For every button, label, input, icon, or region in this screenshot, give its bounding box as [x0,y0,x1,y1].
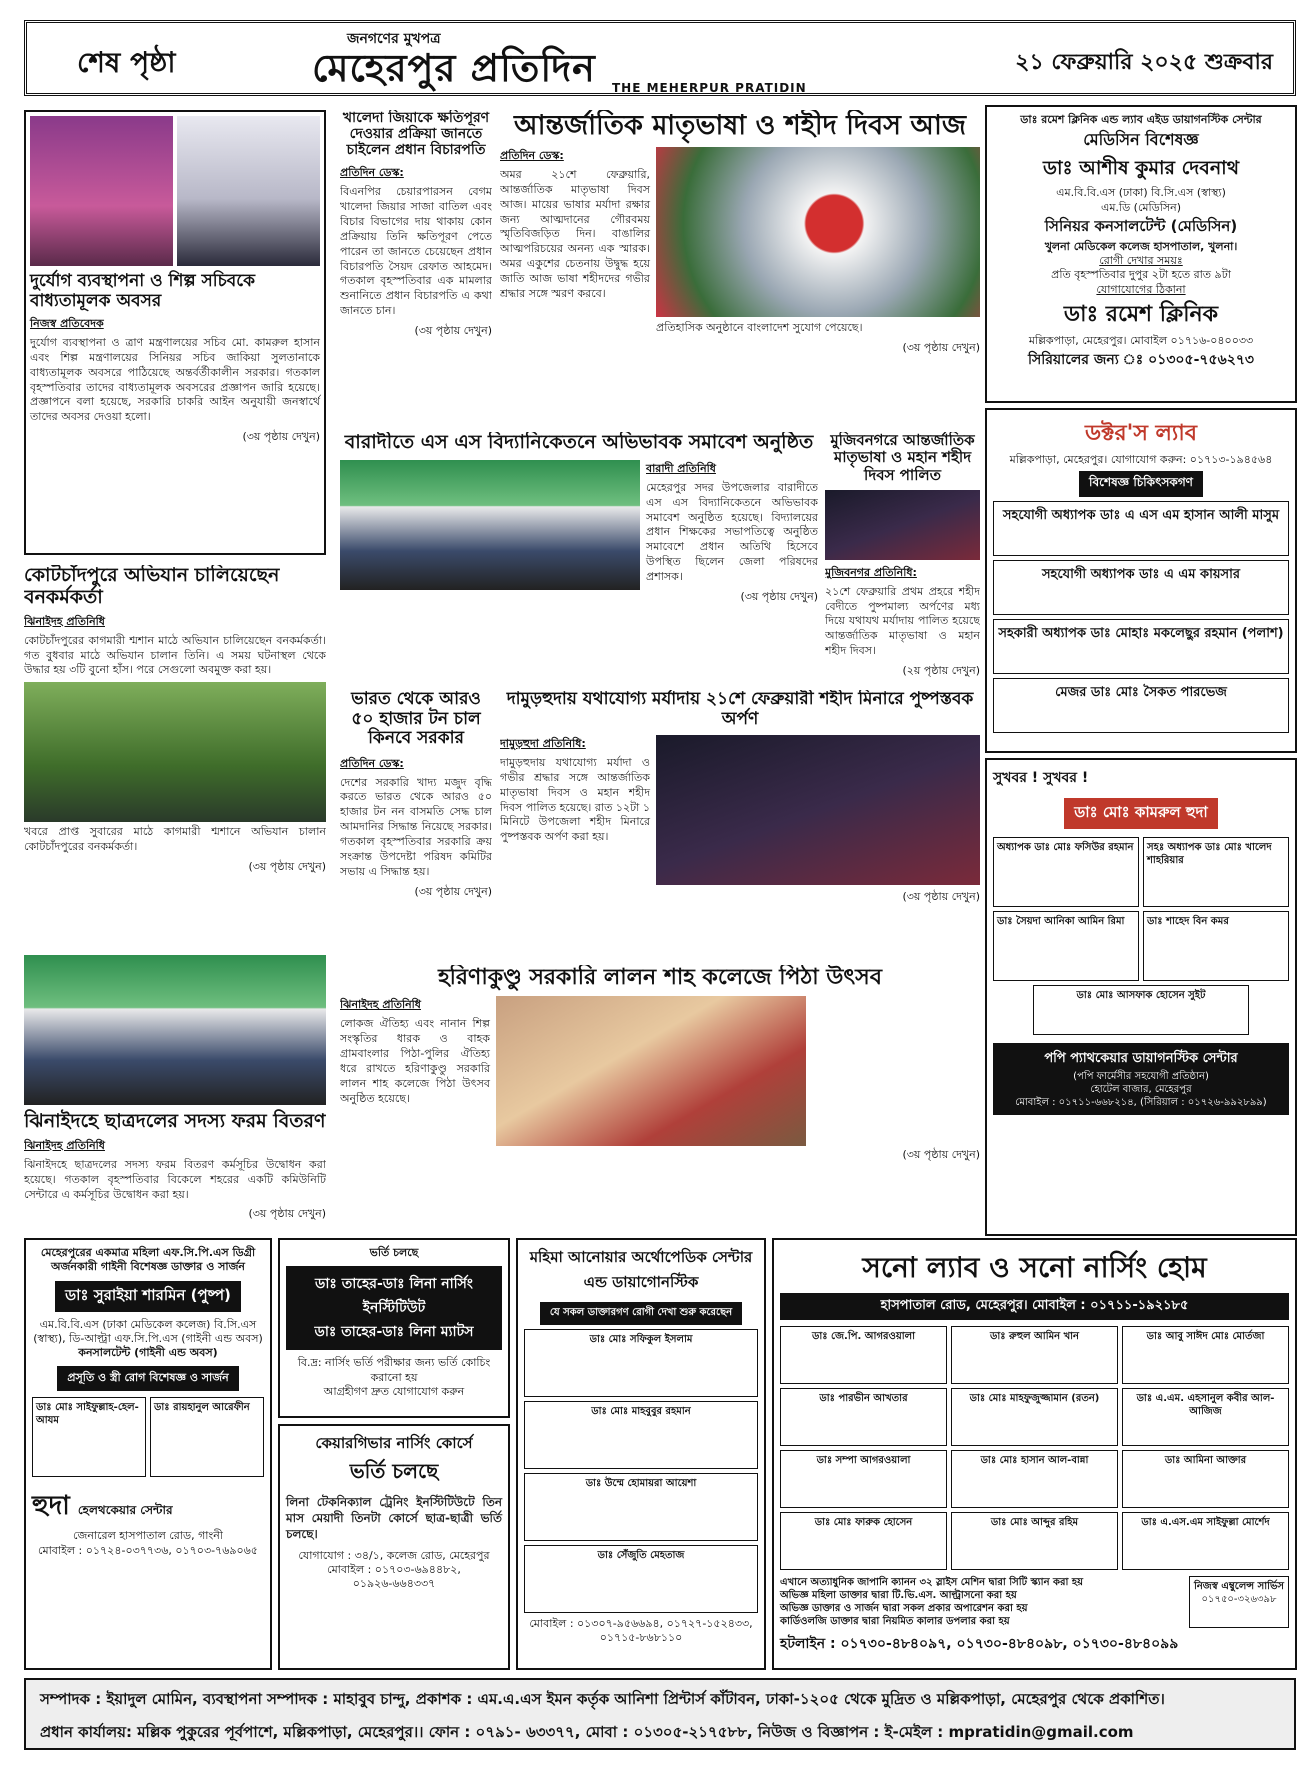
ad-ramesh-clinic [985,105,1297,403]
ad-doctor: ডাঃ মোঃ মাহবুবুর রহমান [591,1406,691,1417]
ad-doctor-card [524,1545,758,1613]
ad-doctor-card [1033,985,1249,1035]
story-damurhuda [500,690,980,955]
continued-link[interactable]: (৩য় পৃষ্ঠায় দেখুন) [902,1148,980,1162]
ad-doctor: ডাঃ মোঃ হাসান আল-বান্না [980,1455,1089,1466]
ad-doctor-card [951,1512,1118,1570]
ad-doctor: ডাঃ এ.এস.এম সাইফুল্লা মোর্শেদ [1141,1517,1270,1528]
ad-doctor: ডাঃ জে.পি. আগরওয়ালা [811,1331,916,1342]
continued-link[interactable]: (৩য় পৃষ্ঠায় দেখুন) [248,1207,326,1221]
ad-doctor-card [993,501,1289,556]
story-rice-import [340,690,492,955]
ad-doctor-card [780,1326,947,1384]
portrait-photo [177,116,320,266]
ad-top: ভর্তি চলছে [369,1246,419,1259]
ad-doctor: মেজর ডাঃ মোঃ সৈকত পারভেজ [1055,685,1227,701]
ad-doctor: ডাঃ মোঃ আব্দুর রহিম [990,1517,1079,1528]
ad-doctor: ডাঃ শাহেদ বিন কমর [1147,916,1229,927]
continued-link[interactable]: (২য় পৃষ্ঠায় দেখুন) [902,663,980,677]
ad-doctor-card [524,1473,758,1541]
ad-doctor-card [1122,1326,1289,1384]
headline: ভারত থেকে আরও ৫০ হাজার টন চাল কিনবে সরকার [351,690,481,749]
ad-ambulance-label: নিজস্ব এম্বুলেন্স সার্ভিস [1193,1581,1285,1592]
imprint-line: সম্পাদক : ইয়াদুল মোমিন, ব্যবস্থাপনা সম্পাদক : মাহাবুব চান্দু, প্রকাশক : এম.এ.এস ইমন কর্তৃক আনিশা প্রিন্টার্স কাঁটাবন, ঢাকা-১২০৫ থেকে মুদ্রিত ও মল্লিকপাড়া, মেহেরপুর থেকে প্রকাশিত। [40,1690,1165,1708]
newspaper-title-en: THE MEHERPUR PRATIDIN [612,81,807,95]
ad-doctor: ডাঃ সেঁজুতি মেহতাজ [597,1550,685,1561]
imprint-footer [24,1678,1296,1750]
ad-hotline: হটলাইন : ০১৭৩০-৪৮৪০৯৭, ০১৭৩০-৪৮৪০৯৮, ০১৭৩০-৪৮৪০৯৯ [780,1636,1179,1652]
headline: দামুড়হুদায় যথাযোগ্য মর্যাদায় ২১শে ফেব্রুয়ারী শহীদ মিনারে পুষ্পস্তবক অর্পণ [506,690,974,729]
ad-doctor-card [951,1450,1118,1508]
ad-address: হোটেল বাজার, মেহেরপুর [1090,1084,1192,1095]
ad-top: মেহেরপুরের একমাত্র মহিলা এফ.সি.পি.এস ডিগ্রী অর্জনকারী গাইনী বিশেষজ্ঞ ডাক্তার ও সার্জন [40,1246,256,1274]
article-body: ২১শে ফেব্রুয়ারি প্রথম প্রহরে শহীদ বেদীতে পুষ্পমাল্য অর্পণের মধ্য দিয়ে যথাযথ মর্যাদায় পালিত হয়েছে আন্তর্জাতিক মাতৃভাষা ও মহান শহীদ দিবস। [825,584,980,658]
ad-title-block [286,1266,502,1350]
ad-degree: এম.ডি (মেডিসিন) [1100,200,1182,214]
ad-doctor-card [1122,1512,1289,1570]
headline: বারাদীতে এস এস বিদ্যানিকেতনে অভিভাবক সমাবেশ অনুষ্ঠিত [344,432,814,453]
meeting-photo [24,955,326,1105]
ad-degree: এম.বি.বি.এস (ঢাকা মেডিকেল কলেজ) বি.সি.এস (স্বাস্থ্য), ডি-আল্ট্রা এফ.সি.পি.এস (গাইনী এন্ড অবস) [33,1317,263,1345]
ad-role: কনসালটেন্ট (গাইনী এন্ড অবস) [78,1346,218,1360]
ad-dept: মেডিসিন বিশেষজ্ঞ [1083,130,1199,150]
imprint-line: প্রধান কার্যালয়: মল্লিক পুকুরের পূর্বপাশে, মল্লিকপাড়া, মেহেরপুর।। ফোন : ০৭৯১- ৬৩৩৭৭, মোবা : ০১৩০৫-২১৭৫৮৮, নিউজ ও বিজ্ঞাপন : ই-মেইল : mpratidin@gmail.com [40,1723,1134,1741]
ad-contact-label: যোগাযোগের ঠিকানা [1096,282,1186,296]
ad-doctor: সহকারী অধ্যাপক ডাঃ মোহাঃ মকলেছুর রহমান (পলাশ) [998,626,1284,642]
ad-doctor: ডাঃ আশীষ কুমার দেবনাথ [1042,157,1239,180]
ad-note: এখানে অত্যাধুনিক জাপানি ক্যানন ৩২ স্লাইস মেশিন দ্বারা সিটি স্ক্যান করা হয় [780,1577,1084,1588]
ad-title: ভর্তি চলছে [349,1459,439,1483]
ad-doctor-card [1143,837,1289,907]
shaheed-minar-photo [656,147,980,317]
photo-caption: প্রতিহাসিক অনুষ্ঠানে বাংলাদেশ সুযোগ পেয়েছে। [656,321,863,335]
story-chhatradal [24,955,326,1230]
headline: আন্তর্জাতিক মাতৃভাষা ও শহীদ দিবস আজ [513,110,967,141]
ad-body: লিনা টেকনিক্যাল ট্রেনিং ইনস্টিটিউটে তিন মাস মেয়াদী তিনটা কোর্সে ছাত্র-ছাত্রী ভর্তি চলছে। [286,1495,502,1542]
ad-doctor: ডাঃ পারভীন আখতার [819,1393,908,1404]
story-kotchandpur [24,565,326,945]
ad-doctor: ডাঃ রায়হানুল আরেফীন [154,1402,250,1414]
ad-hospital: খুলনা মেডিকেল কলেজ হাসপাতাল, খুলনা। [1044,239,1238,253]
byline: ঝিনাইদহ প্রতিনিধি [340,998,421,1012]
headline: খালেদা জিয়াকে ক্ষতিপূরণ দেওয়ার প্রক্রিয়া জানতে চাইলেন প্রধান বিচারপতি [342,110,490,159]
ad-doctor-card [993,678,1289,733]
ad-ambulance [1189,1576,1289,1628]
ad-doctor: ডাঃ মোঃ ফারুক হোসেন [814,1517,913,1528]
article-body: মেহেরপুর সদর উপজেলার বারাদীতে এস এস বিদ্যানিকেতনে অভিভাবক সমাবেশ অনুষ্ঠিত হয়েছে। বিদ্যালয়ের প্রধান শিক্ষকের সভাপতিত্বে অনুষ্ঠিত সমাবেশে প্রধান অতিথি হিসেবে উপস্থিত ছিলেন জেলা পরিষদের প্রশাসক। [646,480,818,583]
continued-link[interactable]: (৩য় পৃষ্ঠায় দেখুন) [414,323,492,337]
ad-spec: প্রসূতি ও স্ত্রী রোগ বিশেষজ্ঞ ও সার্জন [57,1366,238,1391]
story-mother-language-day [500,110,980,430]
ad-phone: মোবাইল : ০১৭০৩-৬৯৪৪৮২, ০১৯২৬-৬৬৪৩৩৭ [327,1562,461,1591]
story-mujibnagar [825,432,980,687]
ad-caregiver-course [278,1424,510,1670]
article-body: দেশের সরকারি খাদ্য মজুদ বৃদ্ধি করতে ভারত থেকে আরও ৫০ হাজার টন নন বাসমতি সেদ্ধ চাল আমদানির সিদ্ধান্ত নিয়েছে সরকার। গতকাল বৃহস্পতিবার সরকারি ক্রয় সংক্রান্ত উপদেষ্টা পরিষদ কমিটির সভায় এ সিদ্ধান্ত হয়। [340,775,492,878]
raid-photo [24,682,326,822]
ad-doctor-card [993,560,1289,615]
ad-brand: পপি প্যাথকেয়ার ডায়াগনস্টিক সেন্টার [1044,1051,1238,1066]
ad-doctor-card [780,1388,947,1446]
story-khaleda [340,110,492,430]
ad-sub: যে সকল ডাক্তারগণ রোগী দেখা শুরু করেছেন [540,1302,742,1325]
ad-doctor: ডাঃ আমিনা আক্তার [1164,1455,1247,1466]
ad-doctor: অধ্যাপক ডাঃ মোঃ ফসিউর রহমান [997,842,1134,853]
ad-sono-lab [772,1238,1297,1670]
ad-doctor: ডাঃ আবু সাঈদ মোঃ মোর্তজা [1146,1331,1265,1342]
ad-doctor: সহযোগী অধ্যাপক ডাঃ এ এস এম হাসান আলী মাসুম [1002,508,1280,524]
ad-address: জেনারেল হাসপাতাল রোড, গাংনী [73,1529,223,1543]
ad-degree: এম.বি.বি.এস (ঢাকা) বি.সি.এস (স্বাস্থ্য) [1056,186,1226,200]
continued-link[interactable]: (৩য় পৃষ্ঠায় দেখুন) [902,340,980,354]
byline: প্রতিদিন ডেস্ক: [340,756,404,770]
ad-doctor-card [993,619,1289,674]
ad-head: কেয়ারগিভার নার্সিং কোর্সে [315,1434,473,1452]
ad-doctor: ডাঃ সৈয়দা আনিকা আমিন রিমা [997,916,1125,927]
ad-doctor: সহযোগী অধ্যাপক ডাঃ এ এম কায়সার [1041,567,1241,583]
ad-dept: বিশেষজ্ঞ চিকিৎসকগণ [1079,471,1203,497]
ad-doctor: ডাঃ সুরাইয়া শারমিন (পুষ্প) [55,1281,241,1312]
ad-doctor-card [951,1326,1118,1384]
page-label: শেষ পৃষ্ঠা [77,46,176,79]
ad-doctor: ডাঃ মোঃ সাইফুল্লাহ-হেল-আযম [36,1402,139,1427]
ad-doctor: সহঃ অধ্যাপক ডাঃ মোঃ খালেদ শাহরিয়ার [1147,842,1272,866]
ad-doctors-lab [985,408,1297,753]
headline: হরিণাকুণ্ডু সরকারি লালন শাহ কলেজে পিঠা উৎসব [438,965,882,990]
ad-phone: মোবাইল : ০১৩০৭-৯৫৬৬৯৪, ০১৭২৭-১৫২৪৩৩, ০১৭১৫-৮৬৮১১০ [529,1617,753,1645]
masthead [24,20,1296,96]
ad-address: মল্লিকপাড়া, মেহেরপুর। মোবাইল ০১৭১৬-০৪০০৩৩ [1028,334,1254,348]
byline: বারাদী প্রতিনিধি [646,461,716,475]
wreath-photo [825,490,980,560]
byline: প্রতিদিন ডেস্ক: [500,149,564,163]
ad-doctor-card [1122,1388,1289,1446]
ad-brand-sub: হেলথকেয়ার সেন্টার [77,1503,173,1518]
ad-title: ডাঃ তাহের-ডাঃ লিনা ম্যাটস [314,1324,474,1341]
ad-dr-suraiya [24,1238,272,1670]
byline: ঝিনাইদহ প্রতিনিধি [24,1138,105,1152]
ad-serial: সিরিয়ালের জন্য ঃ ০১৩০৫-৭৫৬২৭৩ [1027,352,1255,369]
ad-time: প্রতি বৃহস্পতিবার দুপুর ২টা হতে রাত ৯টা [1051,268,1231,282]
ad-nursing-institute [278,1238,510,1418]
ad-doctor-card [150,1397,264,1477]
ad-doctor-card [780,1512,947,1570]
headline: ঝিনাইদহে ছাত্রদলের সদস্য ফরম বিতরণ [24,1110,326,1132]
ad-phone: ০১৭৫০-৩২৬৩৯৮ [1201,1594,1277,1605]
ad-brand: হুদা [32,1491,70,1522]
ad-phone: মোবাইল : ০১৭১১-৬৬৮২১৪, (সিরিয়াল : ০১৭২৬-৯৯২৮৯৯) [1015,1097,1267,1108]
continued-link[interactable]: (৩য় পৃষ্ঠায় দেখুন) [902,890,980,904]
ad-head: সুখবর ! সুখবর ! [993,770,1089,786]
meeting-photo [340,460,640,590]
ad-note: বি.দ্র: নার্সিং ভর্তি পরীক্ষার জন্য ভর্তি কোচিং করানো হয় [297,1356,491,1384]
ad-doctor-card [524,1401,758,1469]
portrait-photo [30,116,173,266]
ad-doctor: ডাঃ মোঃ মাহফুজুজ্জামান (রতন) [969,1393,1100,1404]
ad-doctor-card [1122,1450,1289,1508]
ad-doctor: ডাঃ এ.এম. এহসানুল কবীর আল-আজিজ [1136,1393,1275,1417]
byline: ঝিনাইদহ প্রতিনিধি [24,614,105,628]
byline: মুজিবনগর প্রতিনিধি: [825,565,917,579]
ad-doctor: ডাঃ রুহুল আমিন খান [989,1331,1080,1342]
continued-link[interactable]: (৩য় পৃষ্ঠায় দেখুন) [248,859,326,873]
ad-doctor: ডাঃ উম্মে হোমায়রা আয়েশা [585,1478,697,1489]
story-pitha-festival [340,965,980,1230]
pitha-photo [496,996,806,1146]
ad-phone: মোবাইল : ০১৭২৪-০৩৭৭৩৬, ০১৭০৩-৭৬৯০৬৫ [38,1543,258,1557]
article-body: দামুড়হুদায় যথাযোগ্য মর্যাদা ও গভীর শ্রদ্ধার সঙ্গে আন্তর্জাতিক মাতৃভাষা দিবস ও মহান শহীদ দিবস পালিত হয়েছে। রাত ১২টা ১ মিনিটে উপজেলা শহীদ মিনারে পুষ্পস্তবক অর্পণ করা হয়। [500,756,650,844]
headline: মুজিবনগরে আন্তর্জাতিক মাতৃভাষা ও মহান শহীদ দিবস পালিত [830,432,975,484]
ad-title: ডাঃ তাহের-ডাঃ লিনা নার্সিং ইনস্টিটিউট [315,1276,473,1317]
ad-time-label: রোগী দেখার সময়ঃ [1099,254,1183,268]
newspaper-title: মেহেরপুর প্রতিদিন [312,45,596,90]
article-body: কোটচাঁদপুরের কাগমারী শ্মশান মাঠে অভিযান চালিয়েছেন বনকর্মকর্তা। গত বুধবার মাঠে অভিযান চালান তিনি। এ সময় ঘটনাস্থল থেকে উদ্ধার হয় ৩টি বুনো হাঁস। পরে সেগুলো অবমুক্ত করা হয়। [24,633,326,677]
byline: নিজস্ব প্রতিবেদক [30,317,104,331]
story-disaster-secretary [24,110,326,555]
article-body: দুর্যোগ ব্যবস্থাপনা ও ত্রাণ মন্ত্রণালয়ের সচিব মো. কামরুল হাসান এবং শিল্প মন্ত্রণালয়ের সিনিয়র সচিব জাকিয়া সুলতানাকে বাধ্যতামূলক অবসরে পাঠিয়েছে অন্তর্বর্তীকালীন সরকার। গতকাল বৃহস্পতিবার তাদের বাধ্যতামূলক অবসরের প্রজ্ঞাপন জারি হয়েছে। প্রজ্ঞাপনে বলা হয়েছে, সরকারি চাকরি আইন অনুযায়ী জনস্বার্থে তাদের অবসর দেওয়া হলো। [30,336,320,424]
ad-doctor: ডাঃ মোঃ সফিকুল ইসলাম [589,1334,693,1345]
byline: দামুড়হুদা প্রতিনিধি: [500,737,586,751]
ad-note: অভিজ্ঞ মহিলা ডাক্তার দ্বারা টি.ভি.এস. আল্ট্রাসনো করা হয় [780,1590,1017,1601]
issue-date: ২১ ফেব্রুয়ারি ২০২৫ শুক্রবার [1015,50,1273,75]
ad-doctor-card [32,1397,146,1477]
ad-doctor-card [993,837,1139,907]
ad-note: কার্ডিওলজি ডাক্তার দ্বারা নিয়মিত কালার ডপলার করা হয় [780,1616,1010,1627]
ad-doctor: ডাঃ মোঃ কামরুল হুদা [1064,798,1217,829]
ad-note: অভিজ্ঞ ডাক্তার ও সার্জন দ্বারা সকল প্রকার অপারেশন করা হয় [780,1603,1028,1614]
story-baradi-school [340,432,818,687]
headline: দুর্যোগ ব্যবস্থাপনা ও শিল্প সচিবকে বাধ্যতামূলক অবসর [30,271,255,311]
ad-brand-sub: (পপি ফার্মেসীর সহযোগী প্রতিষ্ঠান) [1073,1071,1209,1082]
ad-doctor-card [993,911,1139,981]
byline: প্রতিদিন ডেস্ক: [340,166,404,180]
ad-brand: ডক্টর'স ল্যাব [1085,421,1197,446]
ad-title: মহিমা আনোয়ার অর্থোপেডিক সেন্টার এন্ড ডায়াগোনস্টিক [529,1248,753,1291]
ad-role: সিনিয়র কনসালটেন্ট (মেডিসিন) [1044,216,1238,235]
ad-title: সনো ল্যাব ও সনো নার্সিং হোম [862,1251,1207,1284]
ad-doctor-card [780,1450,947,1508]
ad-address: মল্লিকপাড়া, মেহেরপুর। যোগাযোগ করুন: ০১৭১৩-১৯৪৫৬৪ [1009,453,1273,466]
article-body: বিএনপির চেয়ারপারসন বেগম খালেদা জিয়ার সাজা বাতিল এবং বিচার বিভাগের দায় থাকায় কোন প্রক্রিয়ায় তিনি ক্ষতিপূরণ পেতে পারেন তা জানতে চেয়েছেন প্রধান বিচারপতি সৈয়দ রেফাত আহমেদ। গতকাল বৃহস্পতিবার এক মামলার শুনানিতে প্রধান বিচারপতি এ কথা জানতে চান। [340,185,492,318]
headline: কোটচাঁদপুরে অভিযান চালিয়েছেন বনকর্মকর্তা [24,565,280,608]
continued-link[interactable]: (৩য় পৃষ্ঠায় দেখুন) [414,884,492,898]
ad-doctor: ডাঃ সম্পা আগরওয়ালা [816,1455,911,1466]
ad-clinic-name: ডাঃ রমেশ ক্লিনিক [1063,302,1219,328]
article-body: ঝিনাইদহে ছাত্রদলের সদস্য ফরম বিতরণ কর্মসূচির উদ্বোধন করা হয়েছে। গতকাল বৃহস্পতিবার বিকেলে শহরের একটি কমিউনিটি সেন্টারে এ কর্মসূচির উদ্বোধন করা হয়। [24,1157,326,1201]
tagline: জনগণের মুখপত্র [347,31,441,47]
ceremony-photo [656,735,980,885]
ad-doctor-card [951,1388,1118,1446]
ad-sub: হাসপাতাল রোড, মেহেরপুর। মোবাইল : ০১৭১১-১৯২১৮৫ [780,1293,1289,1320]
ad-footer [993,1043,1289,1115]
ad-doctor-card [524,1329,758,1397]
continued-link[interactable]: (৩য় পৃষ্ঠায় দেখুন) [242,430,320,444]
ad-doctor: ডাঃ মোঃ আসফাক হোসেন সুইট [1076,990,1206,1001]
article-body: লোকজ ঐতিহ্য এবং নানান শিল্প সংস্কৃতির ধারক ও বাহক গ্রামবাংলার পিঠা-পুলির ঐতিহ্য ধরে রাখতে হরিণাকুণ্ডু সরকারি লালন শাহ কলেজে পিঠা উৎসব অনুষ্ঠিত হয়েছে। [340,1017,490,1105]
ad-mahima-orthopedic [516,1238,766,1670]
photo-caption: খবরে প্রাপ্ত সুবারের মাঠে কাগমারী শ্মশানে অভিযান চালান কোটচাঁদপুরের বনকর্মকর্তা। [24,825,326,854]
ad-popi-pathcare [985,758,1297,1236]
ad-note: আগ্রহীগণ দ্রুত যোগাযোগ করুন [323,1384,465,1398]
ad-top: ডাঃ রমেশ ক্লিনিক এন্ড ল্যাব এইড ডায়াগনস্টিক সেন্টার [1020,113,1262,126]
ad-doctor-card [1143,911,1289,981]
ad-address: যোগাযোগ : ৩৪/১, কলেজ রোড, মেহেরপুর [298,1548,490,1562]
continued-link[interactable]: (৩য় পৃষ্ঠায় দেখুন) [740,589,818,603]
article-body: অমর ২১শে ফেব্রুয়ারি, আন্তর্জাতিক মাতৃভাষা দিবস আজ। মায়ের ভাষার মর্যাদা রক্ষার জন্য আত্মদানের গৌরবময় স্মৃতিবিজড়িত দিন। বাঙালির আত্মপরিচয়ের অনন্য এক স্মারক। অমর একুশের চেতনায় উদ্বুদ্ধ হয়ে জাতি আজ ভাষা শহীদদের গভীর শ্রদ্ধার সঙ্গে স্মরণ করবে। [500,168,650,300]
